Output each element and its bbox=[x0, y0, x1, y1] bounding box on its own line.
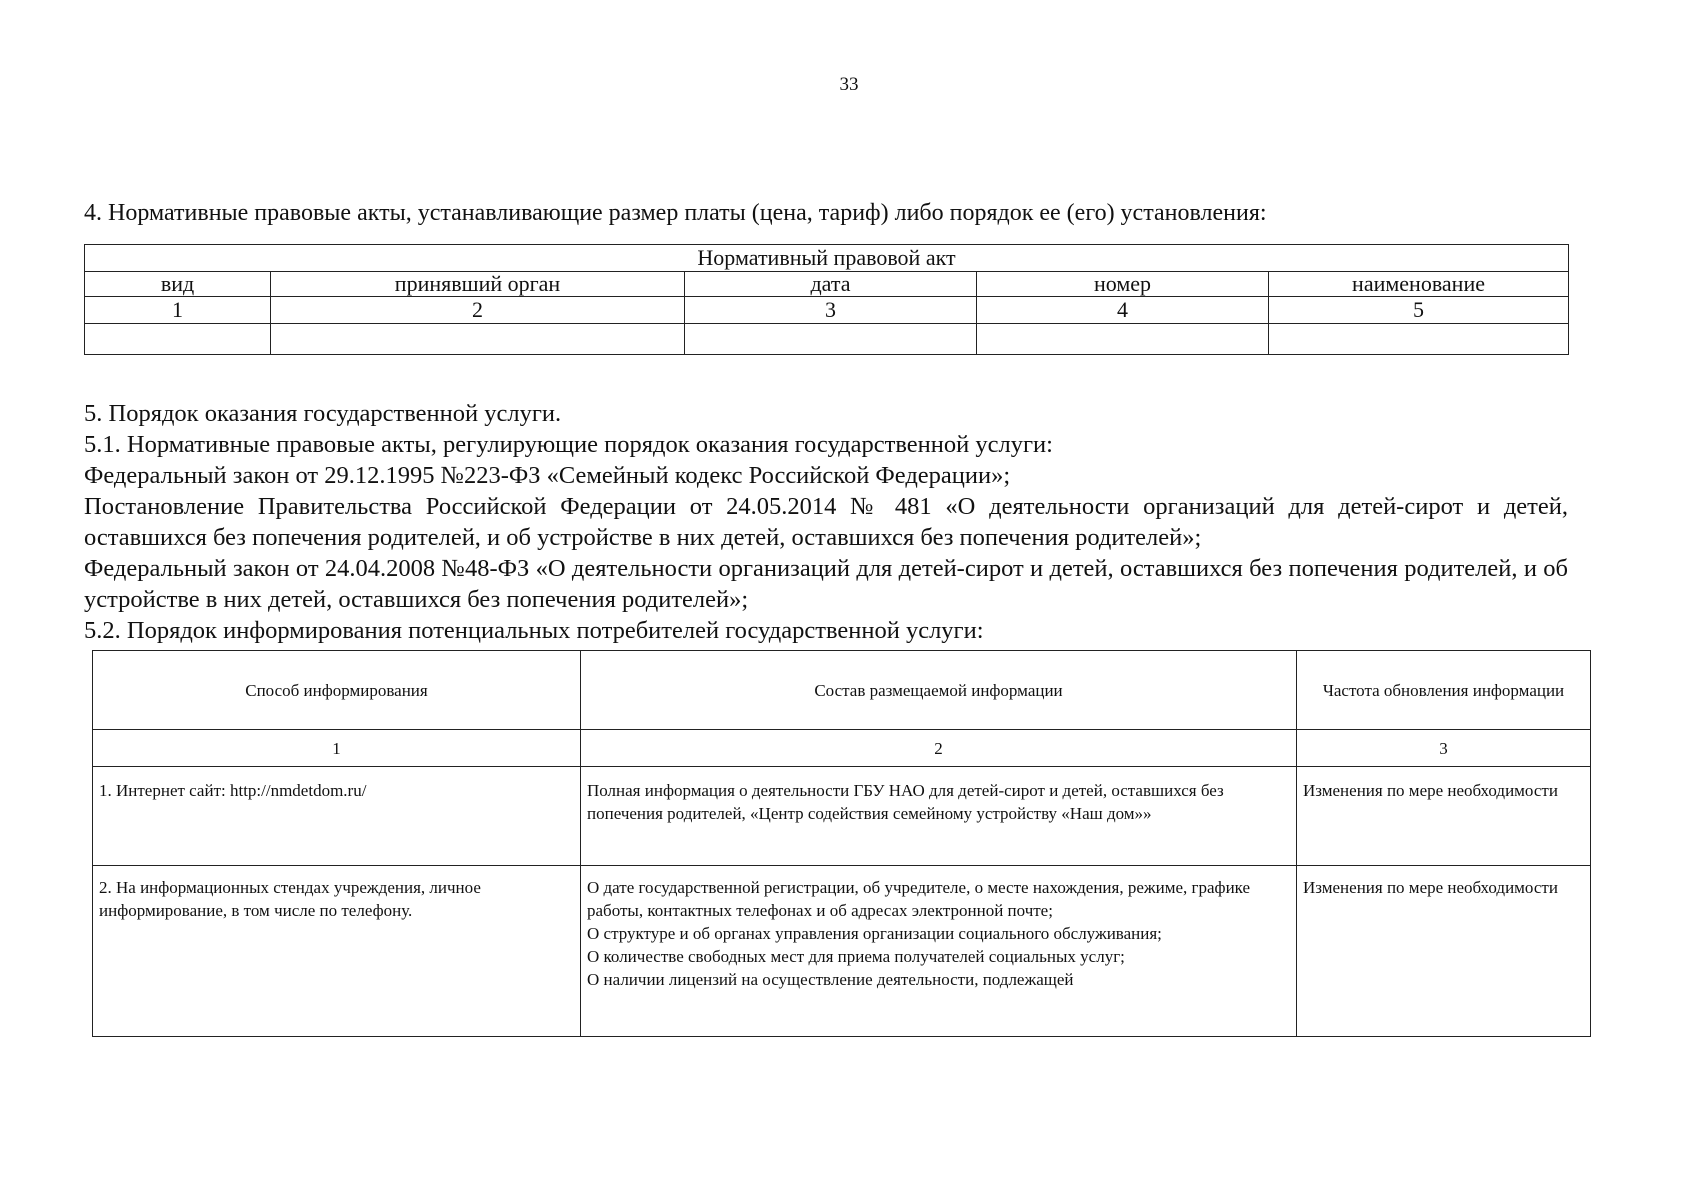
legal-acts-table bbox=[84, 244, 1569, 355]
empty-cell bbox=[977, 324, 1269, 355]
section-5 bbox=[84, 398, 1568, 646]
table-row bbox=[93, 866, 1591, 1037]
col-header-date: дата bbox=[685, 272, 977, 297]
informing-table bbox=[92, 650, 1591, 1037]
content-line: О структуре и об органах управления организации социального обслуживания; bbox=[587, 924, 1162, 943]
col-header-authority: принявший орган bbox=[271, 272, 685, 297]
page-number: 33 bbox=[839, 74, 859, 95]
col-header-type: вид bbox=[85, 272, 271, 297]
empty-cell bbox=[85, 324, 271, 355]
header-method: Способ информирования bbox=[93, 651, 581, 730]
content-line: О количестве свободных мест для приема получателей социальных услуг; bbox=[587, 947, 1125, 966]
content-line: О наличии лицензий на осуществление деятельности, подлежащей bbox=[587, 970, 1074, 989]
content-cell: Полная информация о деятельности ГБУ НАО для детей-сирот и детей, оставшихся без попечения родителей, «Центр содействия семейному устройству «Наш дом»» bbox=[581, 767, 1297, 866]
legal-acts-group-header: Нормативный правовой акт bbox=[85, 245, 1569, 272]
empty-cell bbox=[685, 324, 977, 355]
content-cell bbox=[581, 866, 1297, 1037]
section-5-1-title: 5.1. Нормативные правовые акты, регулирующие порядок оказания государственной услуги: bbox=[84, 431, 1053, 458]
col-number: 5 bbox=[1269, 297, 1569, 324]
col-number: 2 bbox=[271, 297, 685, 324]
col-number: 3 bbox=[1297, 730, 1591, 767]
frequency-cell: Изменения по мере необходимости bbox=[1297, 866, 1591, 1037]
table-row bbox=[93, 767, 1591, 866]
empty-cell bbox=[1269, 324, 1569, 355]
method-cell: 1. Интернет сайт: http://nmdetdom.ru/ bbox=[93, 767, 581, 866]
legal-act-item: Постановление Правительства Российской Федерации от 24.05.2014 № 481 «О деятельности организаций для детей-сирот и детей, оставшихся без попечения родителей, и об устройстве в них детей, оставшихся без попечения родителей»; bbox=[84, 493, 1568, 551]
col-number: 4 bbox=[977, 297, 1269, 324]
header-frequency: Частота обновления информации bbox=[1297, 651, 1591, 730]
method-cell: 2. На информационных стендах учреждения, личное информирование, в том числе по телефону. bbox=[93, 866, 581, 1037]
section-5-title: 5. Порядок оказания государственной услуги. bbox=[84, 400, 562, 427]
header-content: Состав размещаемой информации bbox=[581, 651, 1297, 730]
legal-act-item: Федеральный закон от 29.12.1995 №223-ФЗ «Семейный кодекс Российской Федерации»; bbox=[84, 462, 1011, 489]
frequency-cell: Изменения по мере необходимости bbox=[1297, 767, 1591, 866]
col-number: 1 bbox=[85, 297, 271, 324]
col-number: 1 bbox=[93, 730, 581, 767]
empty-row bbox=[85, 324, 1569, 355]
empty-cell bbox=[271, 324, 685, 355]
legal-act-item: Федеральный закон от 24.04.2008 №48-ФЗ «О деятельности организаций для детей-сирот и детей, оставшихся без попечения родителей, и об устройстве в них детей, оставшихся без попечения родителей»; bbox=[84, 555, 1568, 613]
col-number: 3 bbox=[685, 297, 977, 324]
section-4-title: 4. Нормативные правовые акты, устанавливающие размер платы (цена, тариф) либо порядок ее (его) установления: bbox=[84, 200, 1267, 226]
col-number: 2 bbox=[581, 730, 1297, 767]
section-5-2-title: 5.2. Порядок информирования потенциальных потребителей государственной услуги: bbox=[84, 617, 984, 644]
col-header-number: номер bbox=[977, 272, 1269, 297]
content-line: О дате государственной регистрации, об учредителе, о месте нахождения, режиме, графике работы, контактных телефонах и об адресах электронной почте; bbox=[587, 878, 1251, 920]
col-header-name: наименование bbox=[1269, 272, 1569, 297]
